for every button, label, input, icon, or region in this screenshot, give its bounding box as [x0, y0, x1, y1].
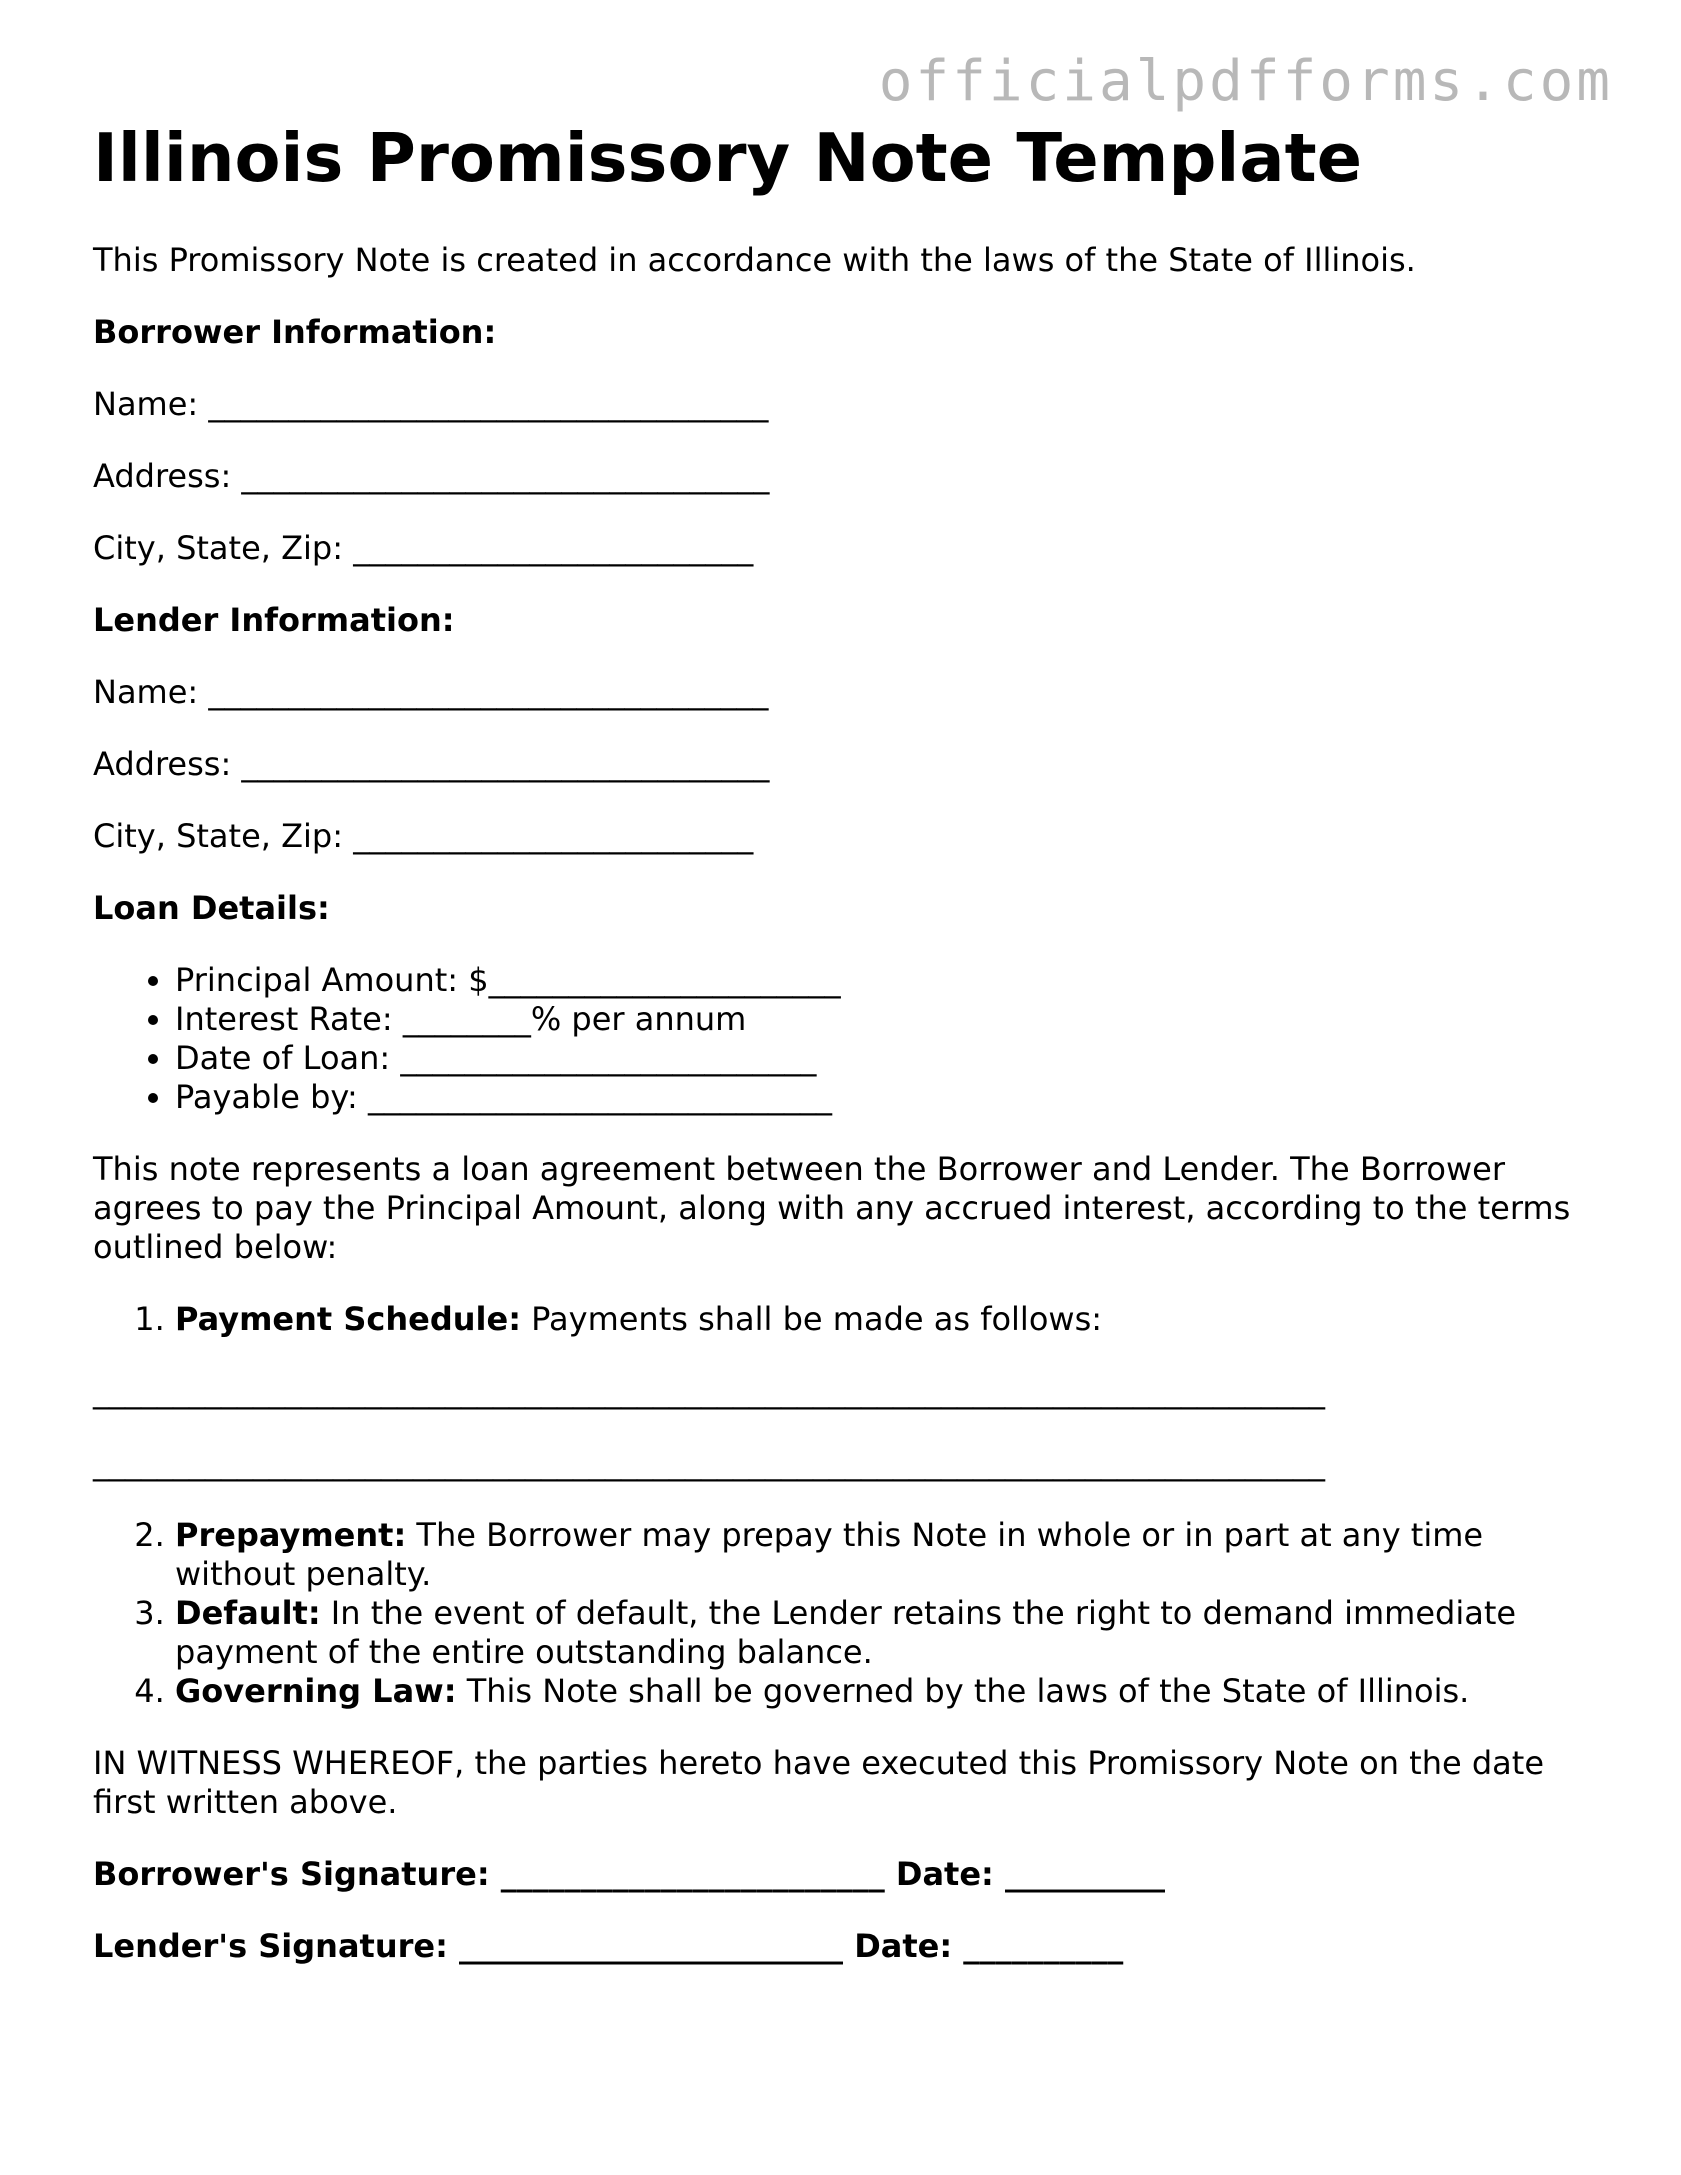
borrower-city-field[interactable]: City, State, Zip: _________________________: [93, 529, 754, 568]
borrower-signature-line[interactable]: Borrower's Signature: ________________________ Date: __________: [93, 1855, 1165, 1894]
terms-list-2: [93, 1516, 1613, 1711]
watermark: officialpdfforms.com: [878, 49, 1613, 114]
payable-by-field[interactable]: • Payable by: _____________________________: [175, 1078, 1613, 1117]
borrower-heading: Borrower Information:: [93, 313, 497, 352]
term-label: Default:: [175, 1594, 321, 1633]
term-prepayment: [175, 1516, 1613, 1594]
term-payment-schedule: [175, 1300, 1613, 1339]
lender-address-field[interactable]: Address: _________________________________: [93, 745, 770, 784]
agreement-text: This note represents a loan agreement between the Borrower and Lender. The Borrower agrees to pay the Principal Amount, along with any accrued interest, according to the terms outlined below:: [93, 1150, 1571, 1267]
borrower-name-field[interactable]: Name: ___________________________________: [93, 385, 769, 424]
term-governing-law: [175, 1672, 1613, 1711]
lender-heading: Lender Information:: [93, 601, 455, 640]
payment-schedule-line-1[interactable]: _____________________________________________________________________________: [93, 1372, 1325, 1411]
term-label: Payment Schedule:: [175, 1300, 521, 1339]
page-title: Illinois Promissory Note Template: [93, 119, 1363, 197]
term-text: In the event of default, the Lender retains the right to demand immediate payment of the entire outstanding balance.: [175, 1594, 1517, 1672]
lender-city-field[interactable]: City, State, Zip: _________________________: [93, 817, 754, 856]
term-label: Prepayment:: [175, 1516, 407, 1555]
term-default: [175, 1594, 1613, 1672]
document-page: [93, 120, 1613, 1966]
witness-text: IN WITNESS WHEREOF, the parties hereto have executed this Promissory Note on the date first written above.: [93, 1744, 1544, 1822]
term-text: This Note shall be governed by the laws of the State of Illinois.: [456, 1672, 1470, 1711]
borrower-address-field[interactable]: Address: _________________________________: [93, 457, 770, 496]
interest-rate-field[interactable]: • Interest Rate: ________% per annum: [175, 1000, 1613, 1039]
loan-heading: Loan Details:: [93, 889, 330, 928]
intro-text: This Promissory Note is created in accordance with the laws of the State of Illinois.: [93, 241, 1416, 280]
term-text: The Borrower may prepay this Note in whole or in part at any time without penalty.: [175, 1516, 1484, 1594]
loan-details-list: [93, 961, 1613, 1117]
terms-list-1: [93, 1300, 1613, 1339]
date-of-loan-field[interactable]: • Date of Loan: __________________________: [175, 1039, 1613, 1078]
term-text: Payments shall be made as follows:: [520, 1300, 1103, 1339]
lender-signature-line[interactable]: Lender's Signature: ________________________ Date: __________: [93, 1927, 1124, 1966]
principal-amount-field[interactable]: • Principal Amount: $______________________: [175, 961, 1613, 1000]
lender-name-field[interactable]: Name: ___________________________________: [93, 673, 769, 712]
payment-schedule-line-2[interactable]: _____________________________________________________________________________: [93, 1444, 1325, 1483]
term-label: Governing Law:: [175, 1672, 457, 1711]
